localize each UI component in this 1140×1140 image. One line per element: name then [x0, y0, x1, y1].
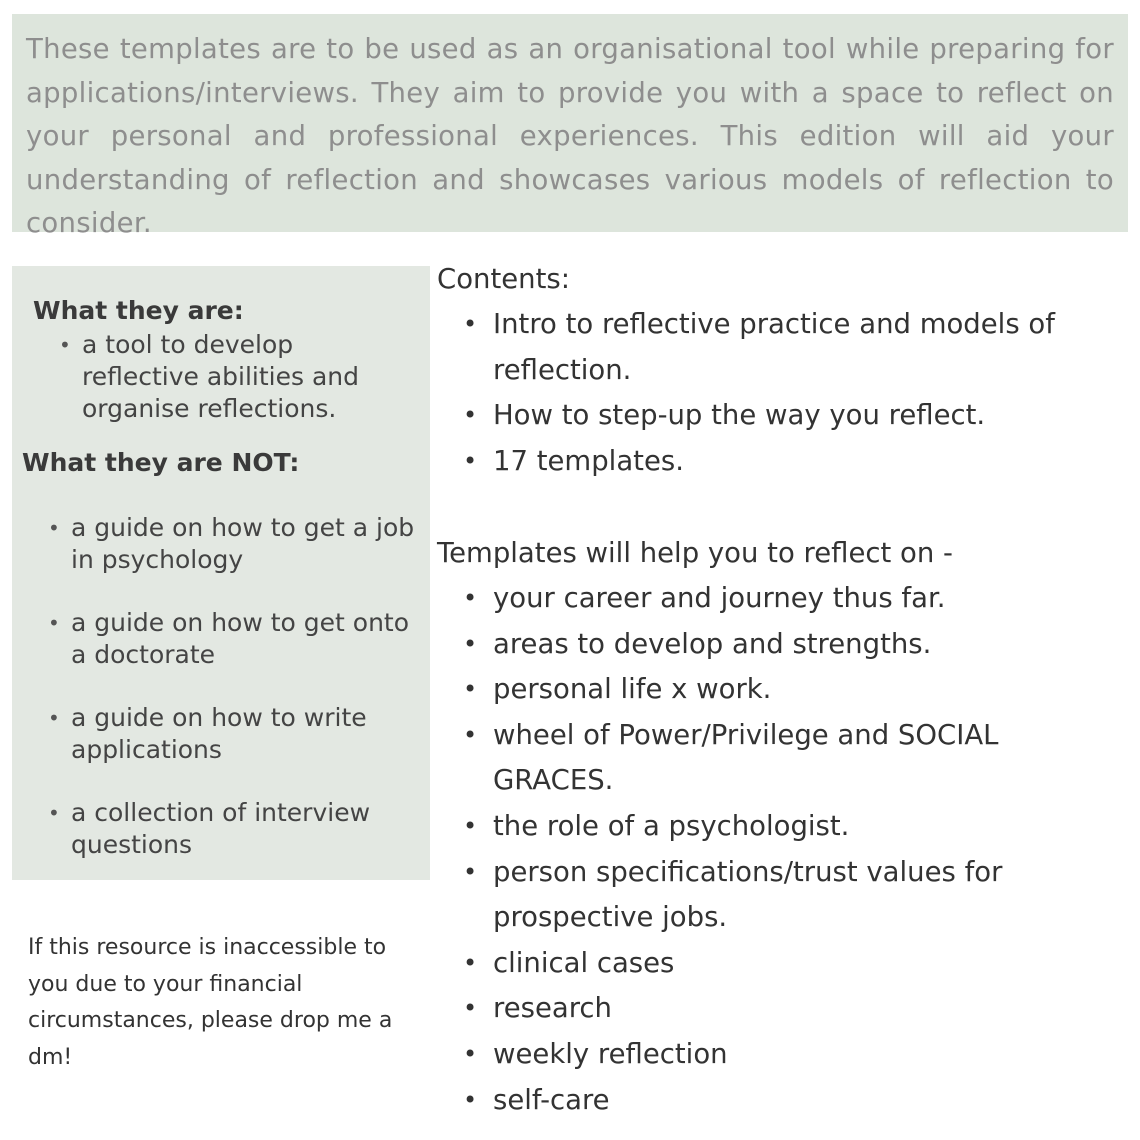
list-item-text: weekly reflection: [493, 1037, 728, 1070]
list-item: [463, 804, 1113, 850]
bullet-icon: •: [463, 857, 478, 886]
list-item-text: personal life x work.: [493, 673, 772, 706]
list-item-text: a collection of interview questions: [71, 798, 371, 859]
list-item: [463, 1032, 1113, 1078]
list-item: [59, 329, 417, 425]
list-item-text: a guide on how to get a job in psychology: [71, 513, 415, 574]
templates-title: Templates will help you to reflect on -: [437, 537, 953, 569]
intro-panel: [12, 14, 1128, 239]
bullet-icon: •: [463, 310, 478, 338]
list-item-text: a guide on how to write applications: [71, 703, 367, 764]
list-item-text: 17 templates.: [493, 444, 684, 477]
bullet-icon: •: [463, 994, 478, 1023]
list-item-text: a tool to develop reflective abilities and organise reflections.: [82, 330, 360, 423]
templates-section: [437, 530, 1113, 1123]
contents-list: [437, 302, 1113, 484]
list-item-text: the role of a psychologist.: [493, 809, 850, 842]
list-item: [48, 512, 421, 576]
list-item: [463, 1078, 1113, 1124]
list-item: [463, 302, 1113, 393]
bullet-icon: •: [48, 516, 60, 540]
bullet-icon: •: [463, 1039, 478, 1068]
bullet-icon: •: [48, 706, 60, 730]
list-item-text: areas to develop and strengths.: [493, 627, 932, 660]
bullet-icon: •: [463, 948, 478, 977]
list-item-text: self-care: [493, 1083, 610, 1116]
bullet-icon: •: [463, 584, 478, 612]
list-item-text: research: [493, 992, 612, 1025]
list-item: [463, 850, 1113, 941]
what-they-are-list: [59, 329, 417, 425]
templates-list: [437, 576, 1113, 1123]
bullet-icon: •: [59, 333, 71, 357]
list-item-text: a guide on how to get onto a doctorate: [71, 608, 410, 669]
list-item: [463, 393, 1113, 439]
list-item-text: your career and journey thus far.: [493, 582, 946, 614]
what-they-are-heading: What they are:: [33, 296, 244, 325]
list-item: [463, 667, 1113, 713]
bullet-icon: •: [48, 801, 60, 825]
list-item: [48, 702, 421, 766]
contents-title: Contents:: [437, 263, 570, 295]
list-item-text: How to step-up the way you reflect.: [493, 399, 986, 432]
what-they-are-not-list: [48, 512, 421, 861]
what-they-are-panel: [12, 266, 430, 880]
list-item-text: clinical cases: [493, 946, 675, 979]
bullet-icon: •: [463, 401, 478, 430]
financial-note: [28, 930, 428, 1076]
bullet-icon: •: [463, 720, 478, 749]
list-item: [463, 941, 1113, 987]
list-item: [463, 622, 1113, 668]
financial-note-text: If this resource is inaccessible to you due to your financial circumstances, please drop me a dm!: [28, 935, 393, 1070]
list-item-text: wheel of Power/Privilege and SOCIAL GRACES.: [493, 718, 999, 797]
list-item: [48, 797, 421, 861]
intro-text: These templates are to be used as an organisational tool while preparing for applications/interviews. They aim to provide you with a space to reflect on your personal and professional experiences. This edition will aid your understanding of reflection and showcases various models of reflection to consider.: [26, 33, 1114, 239]
bullet-icon: •: [463, 811, 478, 840]
list-item: [463, 576, 1113, 622]
list-item: [463, 439, 1113, 485]
list-item-text: person specifications/trust values for prospective jobs.: [493, 855, 1003, 934]
list-item: [48, 607, 421, 671]
bullet-icon: •: [48, 611, 60, 635]
what-they-are-not-heading: What they are NOT:: [22, 448, 300, 477]
bullet-icon: •: [463, 446, 478, 475]
contents-section: [437, 256, 1113, 484]
list-item-text: Intro to reflective practice and models of reflection.: [493, 308, 1055, 386]
bullet-icon: •: [463, 675, 478, 704]
list-item: [463, 713, 1113, 804]
bullet-icon: •: [463, 1085, 478, 1114]
list-item: [463, 986, 1113, 1032]
bullet-icon: •: [463, 629, 478, 658]
